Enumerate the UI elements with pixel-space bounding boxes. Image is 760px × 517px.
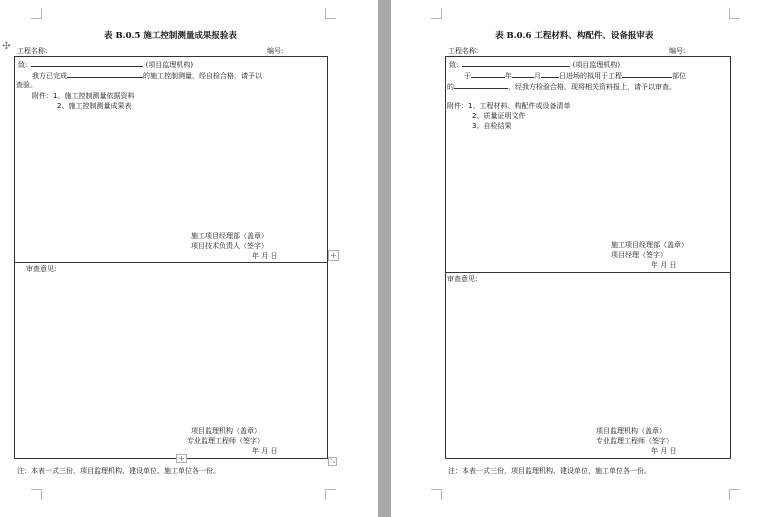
date-line: 年 月 日 [651,447,677,455]
blank-field[interactable] [454,81,508,89]
section-divider [15,262,327,263]
contractor-seal: 施工项目经理部（盖章） [191,232,268,240]
to-prefix: 致: [18,61,28,69]
add-row-icon[interactable]: + [176,454,187,463]
engineer-signature: 专业监理工程师（签字） [187,437,264,445]
form-table[interactable] [445,56,731,459]
attachment-1: 附件：1、施工控制测量依据资料 [32,92,135,100]
table-move-handle-icon[interactable]: ✣ [2,41,11,52]
blank-field[interactable] [512,70,534,78]
date-line: 年 月 日 [252,252,278,260]
blank-field[interactable] [31,59,143,67]
attachment-2: 2、施工控制测量成果表 [57,102,132,110]
supervisor-seal: 项目监理机构（盖章） [596,427,666,435]
crop-mark [431,489,442,500]
contractor-seal: 施工项目经理部（盖章） [611,241,688,249]
date-line: 年 月 日 [651,261,677,269]
to-line: 致: (项目监理机构) [449,61,621,69]
blank-field[interactable] [622,70,672,78]
document-page-right [391,0,760,517]
pm-signature: 项目经理（签字） [611,251,667,259]
crop-mark [431,8,442,19]
attachment-3: 3、自检结果 [472,122,512,130]
attachment-2: 2、质量证明文件 [472,112,526,120]
crop-mark [729,489,740,500]
blank-field[interactable] [67,70,143,78]
body-line-2: 的 ，经我方检验合格，现将相关资料报上，请予以审查。 [447,83,676,91]
section-divider [446,272,730,273]
date-line: 年 月 日 [252,447,278,455]
engineer-signature: 专业监理工程师（签字） [596,437,673,445]
add-column-icon[interactable]: + [328,250,339,261]
crop-mark [31,489,42,500]
attachment-1: 附件：1、工程材料、构配件或设备清单 [447,102,571,110]
number-label: 编号: [267,47,284,55]
page-gap [378,0,391,517]
crop-mark [31,8,42,19]
form-title: 表 B.0.6 工程材料、构配件、设备报审表 [495,31,654,41]
number-label: 编号: [669,47,686,55]
body-line-1: 我方已完成 的施工控制测量，经自检合格，请予以 [32,72,262,80]
form-table[interactable] [14,56,328,459]
to-line [18,59,193,70]
table-resize-icon[interactable]: ⤡ [328,457,337,466]
document-page-left [0,0,378,517]
crop-mark [325,489,336,500]
blank-field[interactable] [541,70,559,78]
footnote: 注：本表一式三份，项目监理机构、建设单位、施工单位各一份。 [448,467,651,475]
project-name-label: 工程名称: [17,47,48,55]
blank-field[interactable] [471,70,505,78]
form-title: 表 B.0.5 施工控制测量成果报验表 [104,31,237,41]
body-line-2: 查验。 [16,81,37,89]
review-label: 审查意见: [447,275,478,283]
crop-mark [729,8,740,19]
review-label: 审查意见: [26,265,57,273]
tech-lead-signature: 项目技术负责人（签字） [191,242,268,250]
crop-mark [325,8,336,19]
blank-field[interactable] [462,59,570,67]
footnote: 注：本表一式三份，项目监理机构、建设单位、施工单位各一份。 [17,467,220,475]
supervisor-seal: 项目监理机构（盖章） [191,427,261,435]
project-name-label: 工程名称: [448,47,479,55]
to-org: (项目监理机构) [145,61,194,69]
body-line-1: 于 年 月 日进场的拟用于工程 部位 [464,72,686,80]
